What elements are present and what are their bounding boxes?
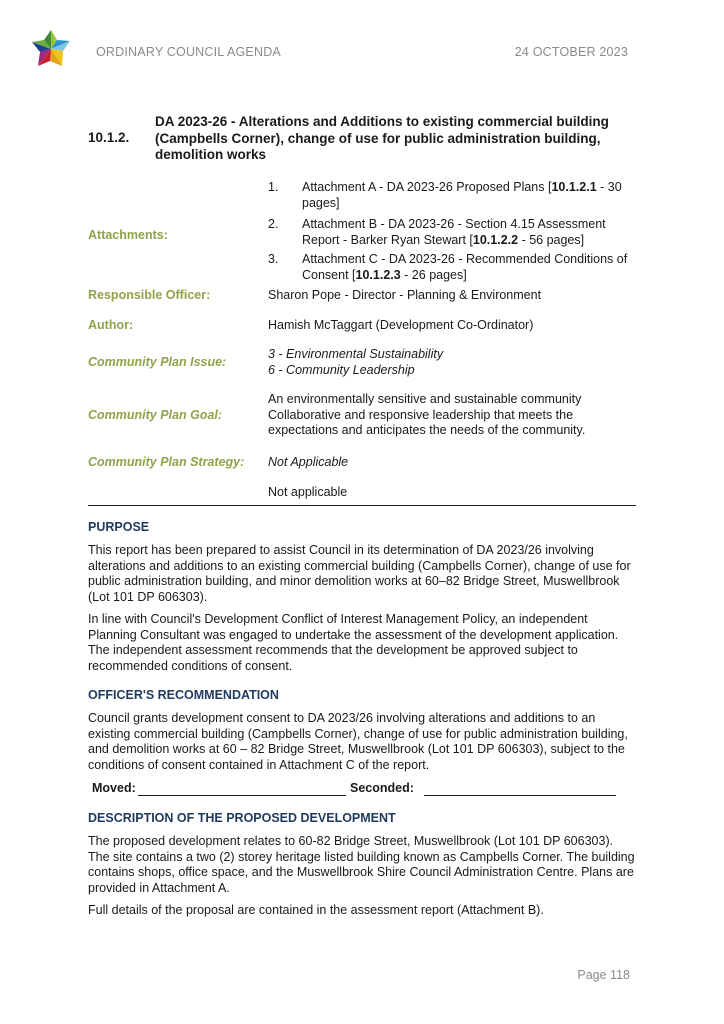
responsible-officer-value: Sharon Pope - Director - Planning & Environment [268,288,542,302]
author-value: Hamish McTaggart (Development Co-Ordinator) [268,318,534,332]
community-plan-strategy-value: Not Applicable [268,455,349,469]
seconded-label: Seconded: [350,781,414,795]
author-label: Author: [88,318,134,332]
description-heading: DESCRIPTION OF THE PROPOSED DEVELOPMENT [88,811,396,825]
community-plan-goal-value: An environmentally sensitive and sustainable community Collaborative and responsive leadership that meets the expectations and anticipates the needs of the community. [268,392,586,437]
issue-line: 6 - Community Leadership [268,362,415,377]
item-title: DA 2023-26 - Alterations and Additions to existing commercial building (Campbells Corner), change of use for public administration building, demolition works [155,114,609,162]
header-agenda-title: ORDINARY COUNCIL AGENDA [96,45,281,59]
header-date: 24 OCTOBER 2023 [514,45,628,59]
issue-line: 3 - Environmental Sustainability [268,347,444,361]
attachment-text: Attachment A - DA 2023-26 Proposed Plans [10.1.2.1 - 30 pages] [302,180,622,210]
council-logo-icon [30,28,72,70]
recommendation-heading: OFFICER'S RECOMMENDATION [88,688,279,702]
community-plan-issue-value [268,347,638,378]
purpose-paragraph: This report has been prepared to assist Council in its determination of DA 2023/26 involving alterations and additions to an existing commercial building (Campbells Corner), change of use for public administration building, and minor demolition works at 60–82 Bridge Street, Muswellbrook (Lot 101 DP 606303). [88,543,631,604]
attachment-text: Attachment B - DA 2023-26 - Section 4.15 Assessment Report - Barker Ryan Stewart [10.1.2.2 - 56 pages] [302,217,606,247]
strategy-extra-value: Not applicable [268,485,348,499]
attachment-number: 2. [268,217,279,231]
description-paragraph: Full details of the proposal are contained in the assessment report (Attachment B). [88,903,544,917]
community-plan-goal-label: Community Plan Goal: [88,408,223,422]
moved-label: Moved: [92,781,136,795]
purpose-heading: PURPOSE [88,520,150,534]
moved-signature-line[interactable] [138,795,346,796]
attachment-text: Attachment C - DA 2023-26 - Recommended Conditions of Consent [10.1.2.3 - 26 pages] [302,252,628,282]
attachment-number: 1. [268,180,279,194]
recommendation-paragraph: Council grants development consent to DA 2023/26 involving alterations and additions to an existing commercial building (Campbells Corner), change of use for public administration building, and demolition works at 60 – 82 Bridge Street, Muswellbrook (Lot 101 DP 606303), subject to the conditions of consent contained in Attachment C of the report. [88,711,628,772]
community-plan-strategy-label: Community Plan Strategy: [88,455,245,469]
divider [88,505,636,506]
page-number: Page 118 [577,968,630,982]
description-paragraph: The proposed development relates to 60-82 Bridge Street, Muswellbrook (Lot 101 DP 606303). The site contains a two (2) storey heritage listed building known as Campbells Corner. The building contains shops, office space, and the Muswellbrook Shire Council Administration Centre. Plans are provided in Attachment A. [88,834,635,895]
responsible-officer-label: Responsible Officer: [88,288,211,302]
attachment-number: 3. [268,252,279,266]
purpose-paragraph: In line with Council's Development Conflict of Interest Management Policy, an independent Planning Consultant was engaged to undertake the assessment of the development application. The independent assessment recommends that the development be approved subject to recommended conditions of consent. [88,612,619,673]
attachments-label: Attachments: [88,228,168,242]
item-number: 10.1.2. [88,130,130,145]
seconded-signature-line[interactable] [424,795,616,796]
community-plan-issue-label: Community Plan Issue: [88,355,227,369]
